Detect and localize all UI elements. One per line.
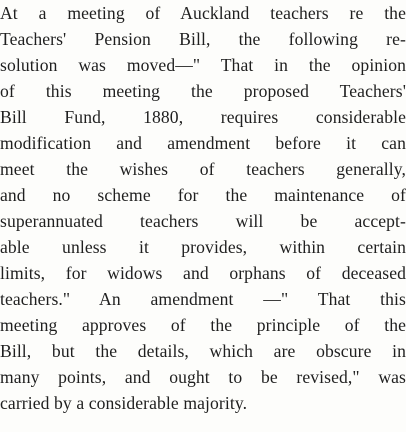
article-line: Bill Fund, 1880, requires considerable (0, 107, 406, 127)
article-line: Teachers' Pension Bill, the following re- (0, 29, 406, 49)
article-line: able unless it provides, within certain (0, 237, 406, 257)
article-line: meeting approves of the principle of the (0, 315, 406, 335)
article-line: many points, and ought to be revised," was (0, 367, 406, 387)
article-line: teachers." An amendment —" That this (0, 289, 406, 309)
article-line: solution was moved—" That in the opinion (0, 55, 406, 75)
article-line: limits, for widows and orphans of deceased (0, 263, 406, 283)
article-line: of this meeting the proposed Teachers' (0, 81, 406, 101)
article-line: Bill, but the details, which are obscure in (0, 341, 406, 361)
article-line: At a meeting of Auckland teachers re the (0, 3, 406, 23)
article-line: and no scheme for the maintenance of (0, 185, 406, 205)
article-line: meet the wishes of teachers generally, (0, 159, 406, 179)
article-line: superannuated teachers will be accept- (0, 211, 406, 231)
article-line: modification and amendment before it can (0, 133, 406, 153)
article-line: carried by a considerable majority. (0, 393, 248, 413)
